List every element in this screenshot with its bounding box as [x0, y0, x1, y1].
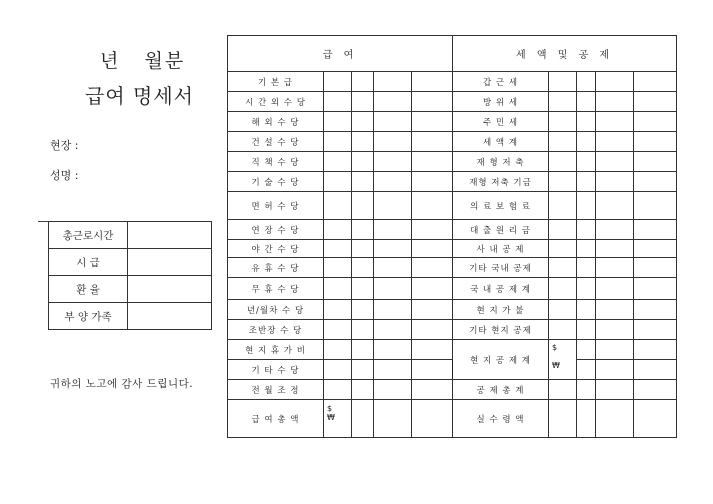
deduction-item-label: 갑 근 세	[453, 72, 549, 92]
table-row	[228, 132, 677, 152]
pay-item-label: 해 외 수 당	[228, 112, 324, 132]
info-row	[49, 249, 212, 276]
pay-total-currency	[324, 400, 352, 438]
pay-item-label: 기 본 급	[228, 72, 324, 92]
payroll-table	[227, 35, 677, 438]
pay-item-label: 무 휴 수 당	[228, 278, 324, 300]
deduction-item-label: 사 내 공 제	[453, 240, 549, 258]
deduction-item-label: 재 형 저 축	[453, 152, 549, 172]
won-sign: ₩	[552, 361, 560, 370]
pay-item-label: 연 장 수 당	[228, 220, 324, 240]
deduction-item-label: 기타 국내 공제	[453, 258, 549, 278]
table-row	[228, 172, 677, 192]
table-row	[228, 152, 677, 172]
statement-title: 급여 명세서	[85, 84, 194, 108]
pay-item-label: 직 책 수 당	[228, 152, 324, 172]
hourly-wage-label: 시 급	[49, 249, 128, 276]
header-row	[228, 36, 677, 72]
table-row	[228, 240, 677, 258]
deduction-item-label: 현 지 공 제 계	[453, 340, 549, 380]
dollar-sign: $	[552, 343, 558, 352]
deduction-item-label: 국 내 공 제 계	[453, 278, 549, 300]
table-row	[228, 400, 677, 438]
info-row	[49, 222, 212, 249]
statement-month-title: 년 월분	[100, 50, 186, 72]
pay-item-label: 전 월 조 정	[228, 380, 324, 400]
table-row	[228, 300, 677, 320]
info-row	[49, 303, 212, 330]
dependents-label: 부 양 가족	[49, 303, 128, 330]
table-row	[228, 112, 677, 132]
exchange-rate-label: 환 율	[49, 276, 128, 303]
local-deduction-currency	[549, 340, 577, 380]
pay-item-label: 유 휴 수 당	[228, 258, 324, 278]
table-row	[228, 320, 677, 340]
info-table	[48, 221, 212, 330]
hourly-wage-value[interactable]	[128, 249, 212, 276]
pay-item-label: 년/월차 수 당	[228, 300, 324, 320]
deduction-cell[interactable]	[549, 72, 577, 92]
deduction-item-label: 대 출 원 리 금	[453, 220, 549, 240]
info-row	[49, 276, 212, 303]
site-label: 현장 :	[50, 139, 79, 152]
table-row	[228, 92, 677, 112]
pay-item-label: 기 타 수 당	[228, 360, 324, 380]
exchange-rate-value[interactable]	[128, 276, 212, 303]
deduction-item-label: 기타 현지 공제	[453, 320, 549, 340]
deduction-item-label: 방 위 세	[453, 92, 549, 112]
table-row	[228, 380, 677, 400]
pay-item-label: 면 허 수 당	[228, 192, 324, 220]
table-row	[228, 340, 677, 360]
table-row	[228, 278, 677, 300]
deduction-item-label: 재형 저축 기금	[453, 172, 549, 192]
deduction-item-label: 세 액 계	[453, 132, 549, 152]
total-hours-label: 총근로시간	[49, 222, 128, 249]
deduction-item-label: 의 료 보 험 료	[453, 192, 549, 220]
table-row	[228, 258, 677, 278]
deduction-header: 세 액 및 공 제	[453, 36, 677, 72]
pay-item-label: 현 지 휴 가 비	[228, 340, 324, 360]
pay-item-label: 야 간 수 당	[228, 240, 324, 258]
pay-item-label: 기 술 수 당	[228, 172, 324, 192]
divider-line	[38, 221, 48, 222]
deduction-item-label: 현 지 가 불	[453, 300, 549, 320]
table-row	[228, 192, 677, 220]
table-row	[228, 72, 677, 92]
dollar-sign: $	[327, 404, 333, 413]
pay-cell[interactable]	[324, 72, 352, 92]
deduction-item-label: 주 민 세	[453, 112, 549, 132]
pay-item-label: 건 설 수 당	[228, 132, 324, 152]
pay-header: 급 여	[228, 36, 453, 72]
pay-item-label: 시 간 외 수 당	[228, 92, 324, 112]
name-label: 성명 :	[50, 169, 79, 182]
won-sign: ₩	[327, 413, 335, 422]
dependents-value[interactable]	[128, 303, 212, 330]
deduction-item-label: 공 제 총 계	[453, 380, 549, 400]
total-hours-value[interactable]	[128, 222, 212, 249]
thanks-message: 귀하의 노고에 감사 드립니다.	[50, 378, 194, 390]
table-row	[228, 220, 677, 240]
pay-total-label: 급 여 총 액	[228, 400, 324, 438]
table-row	[228, 360, 677, 380]
pay-item-label: 조반장 수 당	[228, 320, 324, 340]
net-pay-label: 실 수 령 액	[453, 400, 549, 438]
